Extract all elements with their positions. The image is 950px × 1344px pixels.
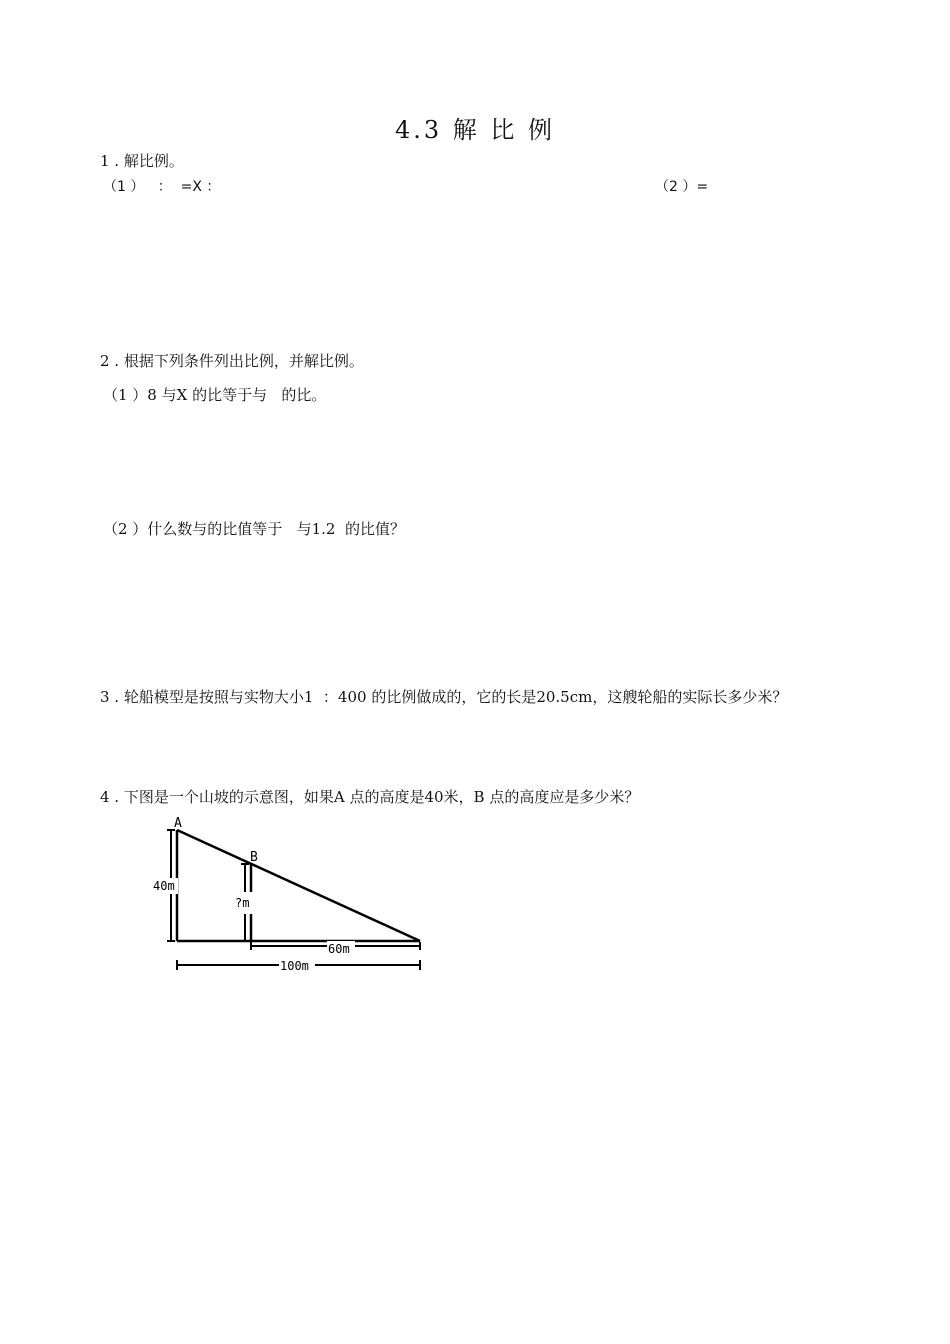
- question-2-part-2: （2 ）什么数与的比值等于 与1.2 的比值？: [103, 520, 406, 538]
- question-3-stem: 3 . 轮船模型是按照与实物大小1 ：400 的比例做成的，它的长是20.5cm，这艘轮船的实际长多少米？: [100, 688, 788, 706]
- label-b: B: [250, 850, 258, 865]
- question-2-part-1: （1 ）8 与X 的比等于与 的比。: [103, 386, 327, 404]
- question-1-stem: 1 . 解比例。: [100, 152, 184, 170]
- label-base-long: 100m: [280, 959, 309, 973]
- question-4-stem: 4 . 下图是一个山坡的示意图，如果A 点的高度是40米，B 点的高度应是多少米？: [100, 788, 640, 806]
- question-2-stem: 2 . 根据下列条件列出比例，并解比例。: [100, 352, 364, 370]
- question-1-part-2: （2 ）=: [655, 179, 709, 195]
- slope-line: [177, 830, 420, 941]
- label-height-b: ?m: [235, 896, 250, 910]
- page-title: 4.3 解 比 例: [394, 116, 556, 144]
- slope-diagram: [140, 810, 440, 980]
- question-1-part-1: （1 ） ： =X ：: [103, 179, 221, 195]
- label-a: A: [174, 816, 182, 831]
- label-height-a: 40m: [153, 879, 175, 893]
- label-base-short: 60m: [328, 942, 350, 956]
